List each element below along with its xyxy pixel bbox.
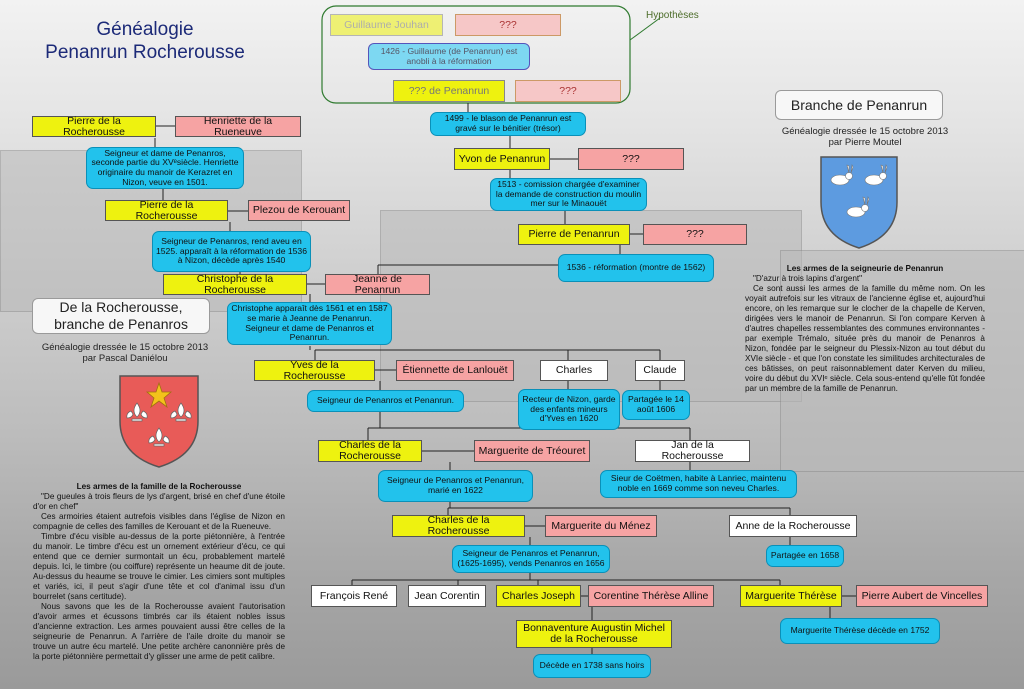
person-francois-rene[interactable]: François René — [311, 585, 397, 607]
event-anobli-1426[interactable]: 1426 - Guillaume (de Penanrun) est anobli à la réformation — [368, 43, 530, 70]
left-arms-para-1: Ces armoiries étaient autrefois visibles dans l'église de Nizon en compagnie de celles des familles de Kerouant et de la Rueneuve. — [33, 512, 285, 531]
person-marguerite-menez[interactable]: Marguerite du Ménez — [545, 515, 657, 537]
right-branch-date — [765, 126, 965, 148]
left-branch-date — [30, 342, 220, 364]
person-christophe-rocherousse[interactable]: Christophe de la Rocherousse — [163, 274, 307, 295]
person-penanrun-unknown[interactable]: ??? de Penanrun — [393, 80, 505, 102]
page-title — [30, 18, 260, 64]
person-pierre-de-penanrun[interactable]: Pierre de Penanrun — [518, 224, 630, 245]
person-jeanne-de-penanrun[interactable]: Jeanne de Penanrun — [325, 274, 430, 295]
person-marguerite-treouret[interactable]: Marguerite de Tréouret — [474, 440, 590, 462]
event-blason-1499[interactable]: 1499 - le blason de Penanrun est gravé sur le bénitier (trésor) — [430, 112, 586, 136]
person-marguerite-therese[interactable]: Marguerite Thérèse — [740, 585, 842, 607]
left-arms-title: Les armes de la famille de la Rocherousse — [76, 482, 242, 491]
hypotheses-label: Hypothèses — [646, 10, 699, 21]
event-reformation-1536[interactable]: 1536 - réformation (montre de 1562) — [558, 254, 714, 282]
event-partagee-1606[interactable]: Partagée le 14 août 1606 — [622, 390, 690, 420]
event-seigneur-penanros-1[interactable]: Seigneur et dame de Penanros, seconde partie du XVᵉsiècle. Henriette originaire du manoir de Kerazret en Nizon, veuve en 1501. — [86, 147, 244, 189]
person-jean-corentin[interactable]: Jean Corentin — [408, 585, 486, 607]
right-arms-title: Les armes de la seigneurie de Penanrun — [786, 264, 944, 273]
person-henriette-rueneuve[interactable]: Henriette de la Rueneuve — [175, 116, 301, 137]
penanrun-shield-icon — [818, 154, 900, 250]
right-arms-text — [745, 264, 985, 394]
left-arms-text — [33, 482, 285, 662]
event-partagee-1658[interactable]: Partagée en 1658 — [766, 545, 844, 567]
person-pierre-rocherousse-2[interactable]: Pierre de la Rocherousse — [105, 200, 228, 221]
left-arms-para-0: "De gueules à trois fleurs de lys d'argent, brisé en chef d'une étoile d'or en chef" — [33, 492, 285, 511]
person-charles-joseph[interactable]: Charles Joseph — [496, 585, 581, 607]
person-pierre-rocherousse-1[interactable]: Pierre de la Rocherousse — [32, 116, 156, 137]
person-corentine-therese[interactable]: Corentine Thérèse Alline — [588, 585, 714, 607]
page-title-line1: Généalogie — [96, 19, 194, 40]
right-arms-para-0: "D'azur à trois lapins d'argent" — [753, 274, 863, 283]
person-pierre-aubert[interactable]: Pierre Aubert de Vincelles — [856, 585, 988, 607]
left-author-line: par Pascal Daniélou — [82, 353, 168, 364]
person-guillaume-jouhan[interactable]: Guillaume Jouhan — [330, 14, 443, 36]
right-author-line: par Pierre Moutel — [828, 137, 902, 148]
person-bonnaventure[interactable]: Bonnaventure Augustin Michel de la Rocherousse — [516, 620, 672, 648]
event-sieur-coetmen[interactable]: Sieur de Coëtmen, habite à Lanriec, maintenu noble en 1669 comme son neveu Charles. — [600, 470, 797, 498]
event-charles2-note[interactable]: Seigneur de Penanros et Penanrun, marié en 1622 — [378, 470, 533, 502]
left-arms-para-2: Timbre d'écu visible au-dessus de la porte piétonnière, à l'entrée du manoir. Le timbre d'écu est un ornement extérieur d'écu, ce qui entend que ce dernier surmontait un écu, probablement martelé depuis. Ici, le timbre (ou coiffure) représente un heaume dit de joute. Au-dessus du heaume se trouve le cimier. Les cimiers sont multiples et variés, ici, il peut s'agir d'une tête et col d'animal issu d'un bourrelet (sans certitude). — [33, 532, 285, 601]
left-date-line: Généalogie dressée le 15 octobre 2013 — [41, 342, 209, 353]
person-claude[interactable]: Claude — [635, 360, 685, 381]
event-marguerite-note[interactable]: Marguerite Thérèse décède en 1752 — [780, 618, 940, 644]
person-jan-rocherousse[interactable]: Jan de la Rocherousse — [635, 440, 750, 462]
event-charles3-note[interactable]: Seigneur de Penanros et Penanrun, (1625-1695), vends Penanros en 1656 — [452, 545, 610, 573]
right-date-line: Généalogie dressée le 15 octobre 2013 — [781, 126, 949, 137]
left-arms-para-3: Nous savons que les de la Rocherousse avaient l'autorisation d'avoir armes et écussons timbrés car ils étaient nobles issus d'ancienne extraction. Les armes pouvaient aussi être celles de la seigneurie de Penanrun. A l'arrière de l'aile droite du manoir se trouve un autre écu martelé. Une petite archère canonnière près de la porte piétonnière permettait d'y glisser une arme de petit calibre. — [33, 602, 285, 661]
event-christophe-note[interactable]: Christophe apparaît dès 1561 et en 1587 se marie à Jeanne de Penanrun. Seigneur et dame de Penanros et Penanrun. — [227, 302, 392, 345]
event-recteur-nizon[interactable]: Recteur de Nizon, garde des enfants mineurs d'Yves en 1620 — [518, 389, 620, 430]
event-yves-note[interactable]: Seigneur de Penanros et Penanrun. — [307, 390, 464, 412]
person-plezou-kerouant[interactable]: Plezou de Kerouant — [248, 200, 350, 221]
person-etiennette-lanlouet[interactable]: Étiennette de Lanlouët — [396, 360, 514, 381]
rocherousse-shield-icon — [117, 373, 201, 469]
person-yves-rocherousse[interactable]: Yves de la Rocherousse — [254, 360, 375, 381]
person-pierre-spouse[interactable]: ??? — [643, 224, 747, 245]
person-yvon-spouse[interactable]: ??? — [578, 148, 684, 170]
person-charles-rocherousse-2[interactable]: Charles de la Rocherousse — [318, 440, 422, 462]
person-unknown-hyp2[interactable]: ??? — [515, 80, 621, 102]
page-title-line2: Penanrun Rocherousse — [45, 42, 245, 63]
right-branch-heading: Branche de Penanrun — [775, 90, 943, 120]
person-unknown-hyp1[interactable]: ??? — [455, 14, 561, 36]
event-seigneur-penanros-2[interactable]: Seigneur de Penanros, rend aveu en 1525. apparaît à la réformation de 1536 à Nizon, décède après 1540 — [152, 231, 311, 272]
person-charles-rocherousse-3[interactable]: Charles de la Rocherousse — [392, 515, 525, 537]
right-arms-para-1: Ce sont aussi les armes de la famille du même nom. On les voyait autrefois sur les vitraux de l'ancienne église et, aujourd'hui encore, on les remarque sur le clocher de la chapelle de Kerven, dirigées vers le manoir de Penanrun. Si l'on compare Kerven à d'autres chapelles ressemblantes des communes environnantes - par exemple Trémalo, située près du manoir de Penanros à Nizon, fondée par le seigneur du Plessix-Nizon au tout début du XVIe siècle - et que l'on constate les similitudes architecturales de ces bâtisses, on peut raisonnablement dater Kerven du milieu, voire du début du XVIᵉ siècle. Cela sous-entend qu'elle fût fondée par un membre de la famille de Penanrun. — [745, 284, 985, 393]
event-commission-1513[interactable]: 1513 - comission chargée d'examiner la demande de construction du moulin mer sur le Minaouët — [490, 178, 647, 211]
person-anne-rocherousse[interactable]: Anne de la Rocherousse — [729, 515, 857, 537]
person-charles[interactable]: Charles — [540, 360, 608, 381]
event-bonnaventure-note[interactable]: Décède en 1738 sans hoirs — [533, 654, 651, 678]
left-branch-heading: De la Rocherousse, branche de Penanros — [32, 298, 210, 334]
person-yvon-de-penanrun[interactable]: Yvon de Penanrun — [454, 148, 550, 170]
